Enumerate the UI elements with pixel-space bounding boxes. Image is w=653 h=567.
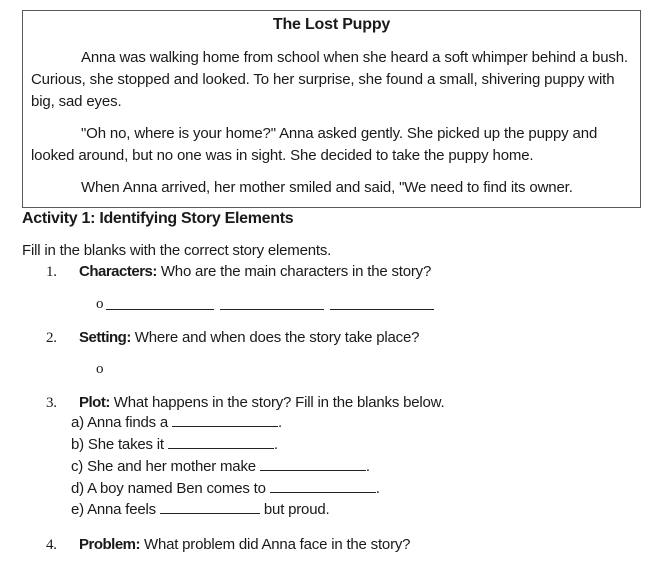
plot-item: c) She and her mother make . (71, 458, 370, 475)
plot-answer-blank[interactable] (270, 480, 376, 493)
story-passage-box (22, 10, 641, 208)
activity-instructions: Fill in the blanks with the correct story elements. (22, 242, 332, 259)
answer-blank[interactable] (106, 309, 214, 310)
story-paragraph-3: When Anna arrived, her mother smiled and said, "We need to find its owner. (81, 179, 573, 196)
answer-bullet: o (96, 296, 104, 312)
plot-item: a) Anna finds a . (71, 414, 283, 431)
plot-item: e) Anna feels but proud. (71, 501, 330, 518)
activity-title: Activity 1: Identifying Story Elements (22, 210, 294, 227)
question-characters: 1. Characters: Who are the main characters in the story? (46, 263, 432, 280)
plot-answer-blank[interactable] (160, 501, 260, 514)
answer-bullet: o (96, 361, 104, 377)
story-title: The Lost Puppy (272, 16, 391, 33)
answer-blank[interactable] (330, 309, 434, 310)
answer-blank[interactable] (220, 309, 324, 310)
plot-item: b) She takes it . (71, 436, 278, 453)
plot-answer-blank[interactable] (260, 458, 366, 471)
question-setting: 2. Setting: Where and when does the story take place? (46, 329, 420, 346)
question-plot: 3. Plot: What happens in the story? Fill in the blanks below. (46, 394, 445, 411)
plot-answer-blank[interactable] (172, 414, 278, 427)
plot-answer-blank[interactable] (168, 436, 274, 449)
story-paragraph-1: Anna was walking home from school when she heard a soft whimper behind a bush. Curious, she stopped and looked. To her surprise, she found a small, shivering puppy with big, sad eyes. (31, 49, 628, 110)
question-problem: 4. Problem: What problem did Anna face in the story? (46, 536, 411, 553)
plot-item: d) A boy named Ben comes to . (71, 480, 380, 497)
story-paragraph-2: "Oh no, where is your home?" Anna asked gently. She picked up the puppy and looked around, but no one was in sight. She decided to take the puppy home. (31, 125, 598, 164)
